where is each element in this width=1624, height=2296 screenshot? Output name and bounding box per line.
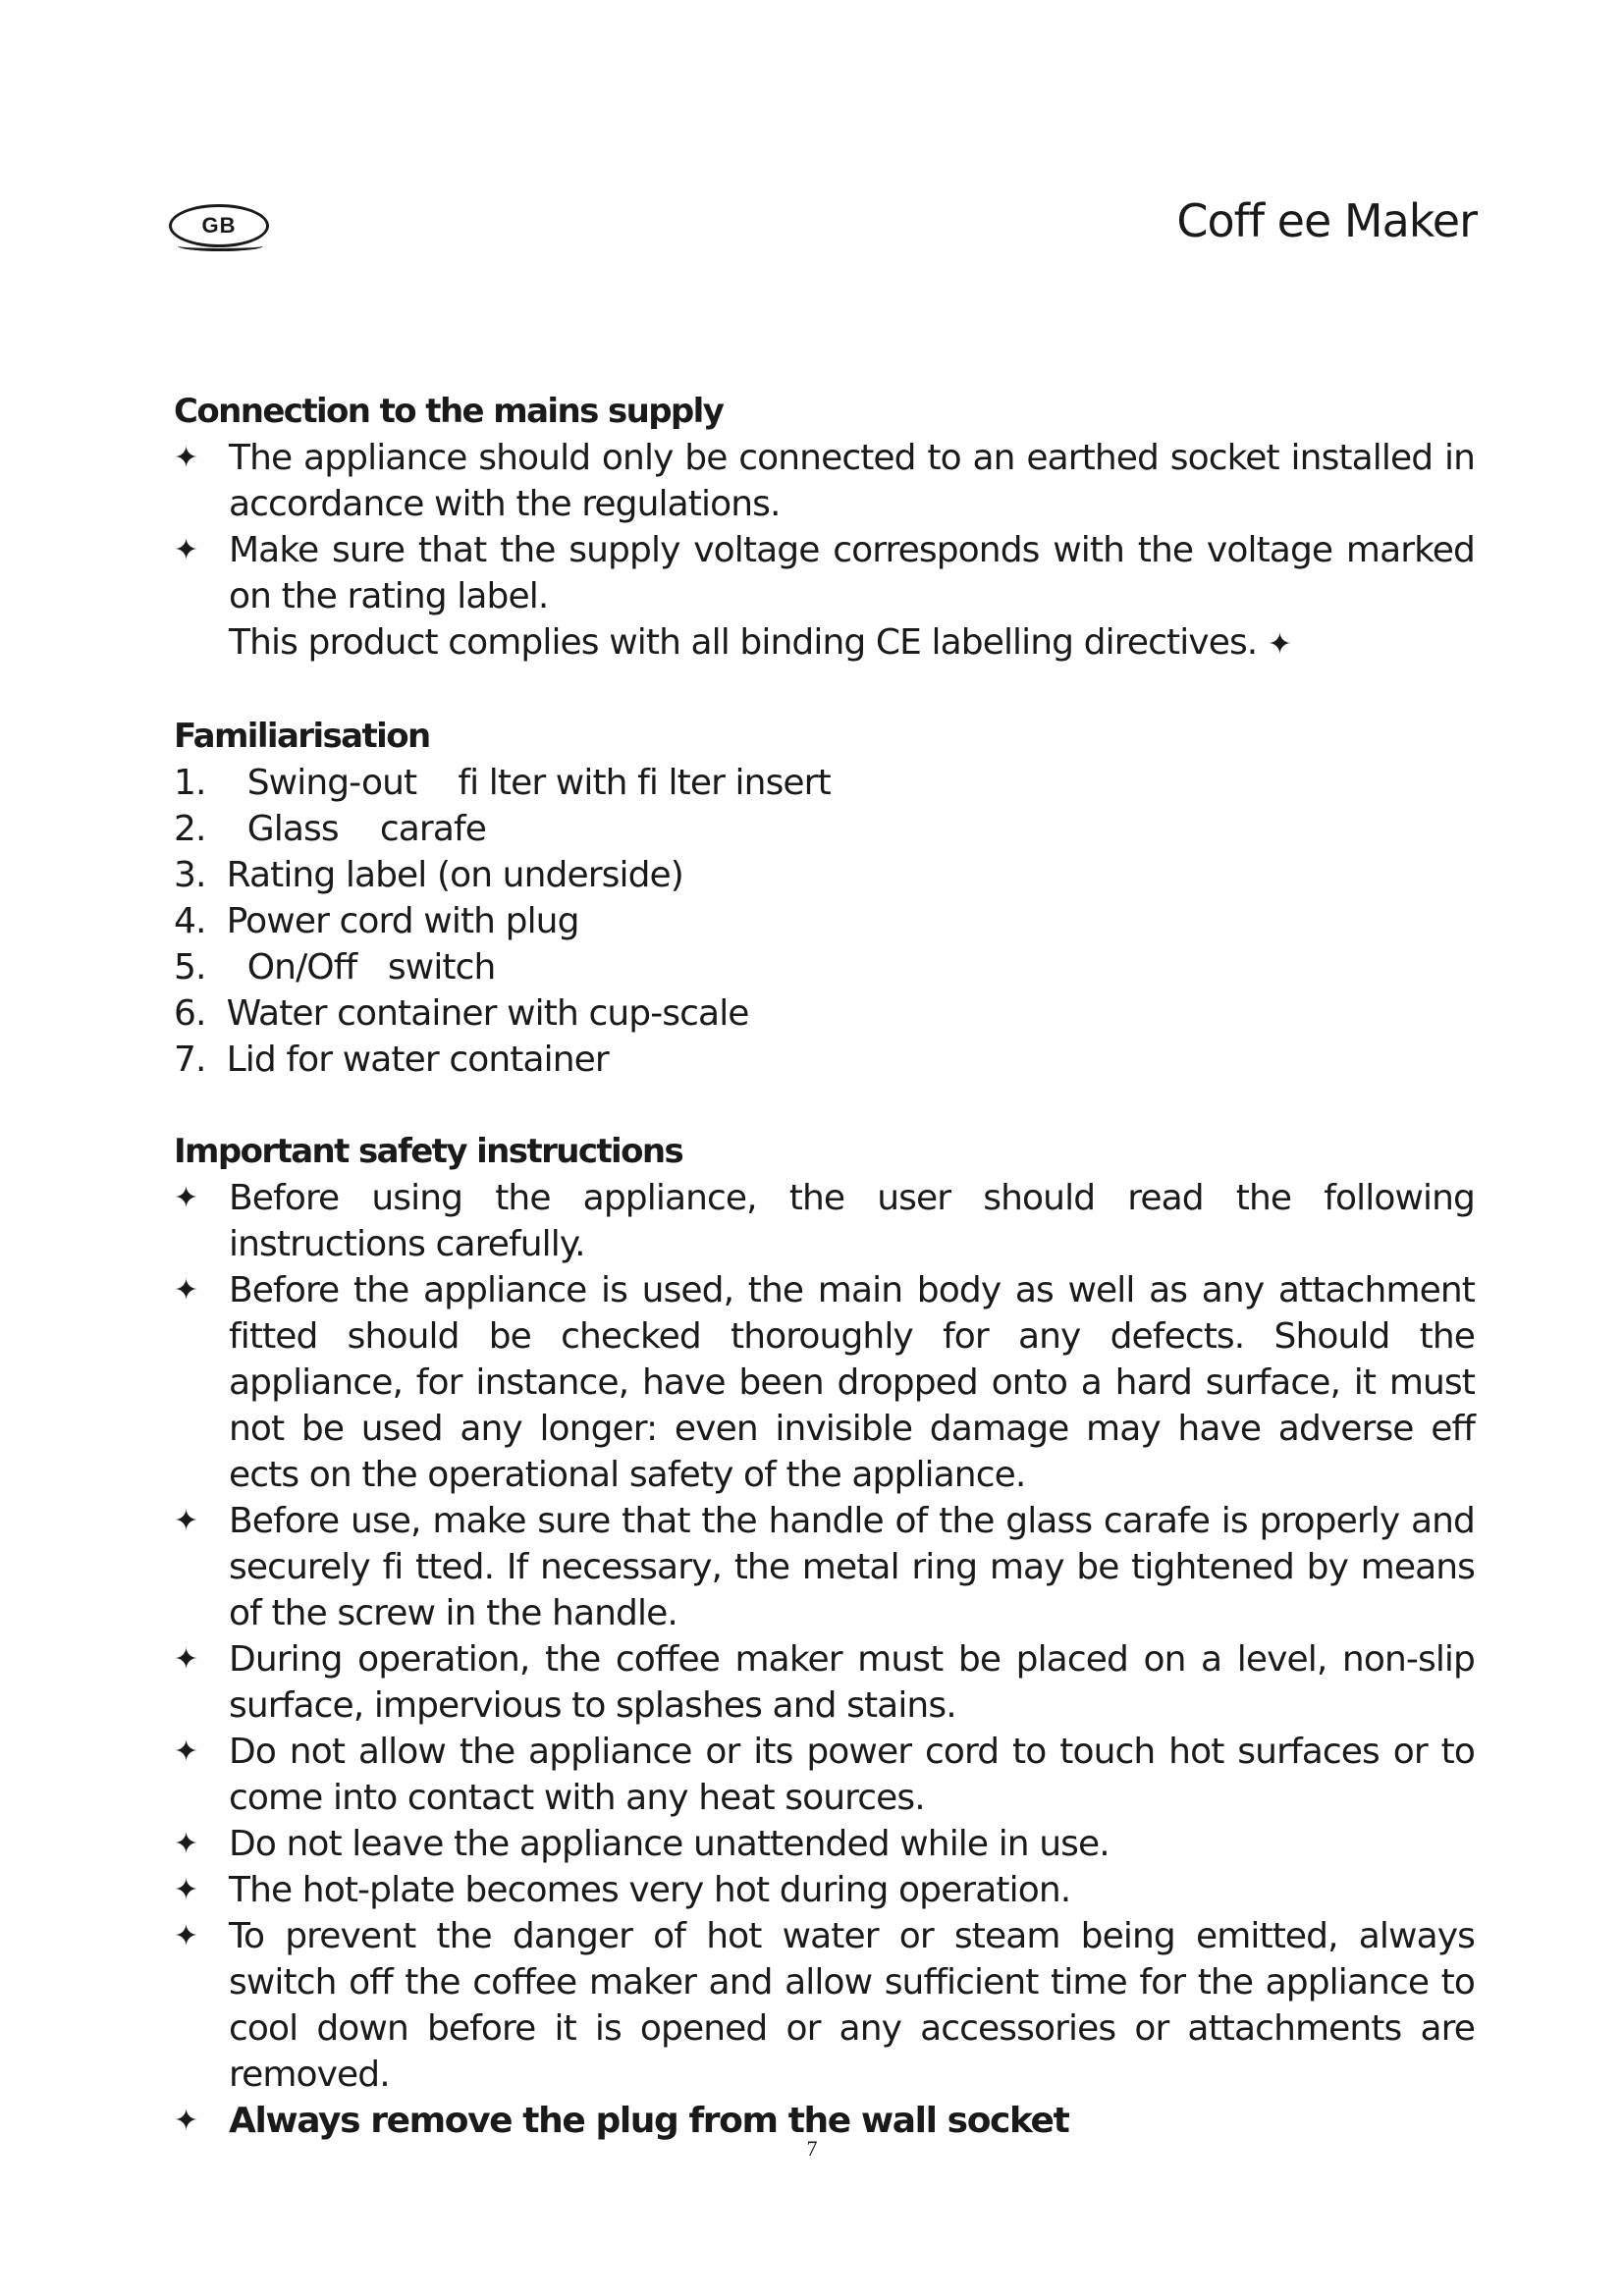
star-bullet-icon: ✦ <box>174 1504 198 1538</box>
list-item: ✦ Before use, make sure that the handle of the glass carafe is properly and securely fi tted. If necessary, the metal ring may be tightened by means of the screw in the handle. <box>174 1498 1475 1636</box>
language-badge-gb: GB <box>169 204 269 247</box>
star-bullet-icon: ✦ <box>174 1642 198 1677</box>
list-item: 1. Swing-out fi lter with fi lter insert <box>174 763 831 803</box>
list-item: 7. Lid for water container <box>174 1040 609 1080</box>
section-heading-familiarisation: Familiarisation <box>174 717 430 756</box>
list-item: 2. Glass carafe <box>174 809 487 849</box>
star-bullet-icon: ✦ <box>174 1273 198 1308</box>
star-bullet-icon: ✦ <box>174 1827 198 1861</box>
list-item: ✦ To prevent the danger of hot water or steam being emitted, always switch off the coffee maker and allow sufficient time for the appliance to cool down before it is opened or any accessories or attachments are removed. <box>174 1913 1475 2098</box>
star-bullet-icon: ✦ <box>174 1181 198 1215</box>
parts-list <box>174 760 1475 1083</box>
list-item: ✦ Do not leave the appliance unattended while in use. <box>174 1821 1475 1867</box>
document-body <box>174 389 1475 2144</box>
list-item: ✦ During operation, the coffee maker must be placed on a level, non-slip surface, impervious to splashes and stains. <box>174 1636 1475 1729</box>
list-item: 5. On/Off switch <box>174 947 496 988</box>
star-bullet-icon: ✦ <box>1267 627 1292 662</box>
list-item: ✦ The appliance should only be connected to an earthed socket installed in accordance with the regulations. <box>174 435 1475 527</box>
ce-compliance-note: This product complies with all binding CE labelling directives. ✦ <box>229 622 1292 663</box>
list-item: 3. Rating label (on underside) <box>174 855 683 895</box>
list-item: 6. Water container with cup-scale <box>174 993 749 1034</box>
list-item: ✦ Make sure that the supply voltage corresponds with the voltage marked on the rating label. <box>174 527 1475 619</box>
list-item-emphasis: ✦ Always remove the plug from the wall socket <box>174 2098 1475 2144</box>
list-item: ✦ Before using the appliance, the user should read the following instructions carefully. <box>174 1175 1475 1267</box>
star-bullet-icon: ✦ <box>174 1919 198 1953</box>
list-item: 4. Power cord with plug <box>174 901 579 941</box>
list-item: ✦ Do not allow the appliance or its power cord to touch hot surfaces or to come into contact with any heat sources. <box>174 1729 1475 1821</box>
list-item: ✦ Before the appliance is used, the main body as well as any attachment fitted should be checked thoroughly for any defects. Should the appliance, for instance, have been dropped onto a hard surface, it must not be used any longer: even invisible damage may have adverse eff ects on the operational safety of the appliance. <box>174 1267 1475 1498</box>
section-heading-connection: Connection to the mains supply <box>174 392 724 431</box>
safety-list <box>174 1175 1475 2144</box>
star-bullet-icon: ✦ <box>174 533 198 567</box>
list-item: ✦ The hot-plate becomes very hot during operation. <box>174 1867 1475 1913</box>
page-number: 7 <box>806 2136 818 2161</box>
star-bullet-icon: ✦ <box>174 441 198 475</box>
star-bullet-icon: ✦ <box>174 2104 197 2138</box>
star-bullet-icon: ✦ <box>174 1735 198 1769</box>
page-title: Coff ee Maker <box>1176 194 1477 247</box>
section-heading-safety: Important safety instructions <box>174 1132 683 1171</box>
star-bullet-icon: ✦ <box>174 1873 198 1907</box>
connection-list <box>174 435 1475 619</box>
